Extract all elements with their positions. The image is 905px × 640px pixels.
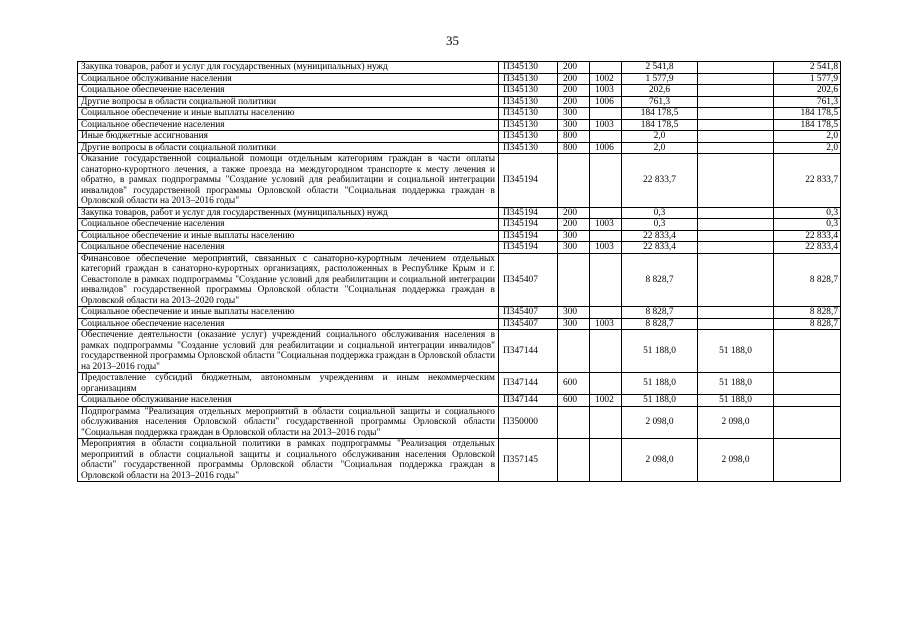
table-body	[78, 62, 841, 482]
expense-type	[558, 439, 590, 482]
target-code: П350000	[499, 406, 558, 439]
expense-type: 300	[558, 230, 590, 242]
table-row	[78, 307, 841, 319]
amount-subvention	[698, 318, 774, 330]
amount-final: 184 178,5	[774, 119, 841, 131]
expense-type: 800	[558, 142, 590, 154]
row-name: Социальное обеспечение и иные выплаты населению	[78, 307, 499, 319]
target-code: П345130	[499, 85, 558, 97]
target-code: П345194	[499, 242, 558, 254]
amount-total: 8 828,7	[622, 307, 698, 319]
row-name: Мероприятия в области социальной политики в рамках подпрограммы "Реализация отдельных мероприятий в области социальной защиты и социального обслуживания населения Орловской области" государственной программы Орловской области "Социальная поддержка граждан в Орловской области на 2013–2016 годы"	[78, 439, 499, 482]
section-code	[590, 253, 622, 307]
target-code: П345194	[499, 219, 558, 231]
row-name: Финансовое обеспечение мероприятий, связанных с санаторно-курортным лечением отдельных категорий граждан в санаторно-курортных организациях, расположенных в Республике Крым и г. Севастополе в рамках подпрограммы "Создание условий для реабилитации и социальной интеграции инвалидов" государственной программы Орловской области "Социальная поддержка граждан в Орловской области на 2013–2020 годы"	[78, 253, 499, 307]
amount-subvention: 51 188,0	[698, 395, 774, 407]
amount-final: 8 828,7	[774, 307, 841, 319]
expense-type: 200	[558, 62, 590, 74]
table-row	[78, 73, 841, 85]
expense-type	[558, 330, 590, 373]
amount-total: 8 828,7	[622, 253, 698, 307]
section-code: 1006	[590, 96, 622, 108]
amount-total: 202,6	[622, 85, 698, 97]
section-code	[590, 154, 622, 208]
page-number: 35	[446, 33, 459, 48]
amount-final: 22 833,4	[774, 230, 841, 242]
amount-subvention: 2 098,0	[698, 439, 774, 482]
row-name: Оказание государственной социальной помощи отдельным категориям граждан в части оплаты санаторно-курортного лечения, а также проезда на междугородном транспорте к месту лечения и обратно, в рамках подпрограммы "Создание условий для реабилитации и социальной интеграции инвалидов" государственной программы Орловской области "Социальная поддержка граждан в Орловской области на 2013–2016 годы"	[78, 154, 499, 208]
row-name: Закупка товаров, работ и услуг для государственных (муниципальных) нужд	[78, 62, 499, 74]
row-name: Социальное обеспечение населения	[78, 219, 499, 231]
amount-subvention	[698, 219, 774, 231]
amount-subvention: 51 188,0	[698, 373, 774, 395]
amount-total: 184 178,5	[622, 119, 698, 131]
table-row	[78, 96, 841, 108]
amount-final: 2,0	[774, 131, 841, 143]
target-code: П345407	[499, 318, 558, 330]
amount-subvention	[698, 242, 774, 254]
target-code: П345407	[499, 253, 558, 307]
section-code: 1006	[590, 142, 622, 154]
table-row	[78, 373, 841, 395]
section-code	[590, 373, 622, 395]
amount-final	[774, 330, 841, 373]
table-row	[78, 154, 841, 208]
section-code	[590, 307, 622, 319]
table-row	[78, 119, 841, 131]
row-name: Социальное обслуживание населения	[78, 73, 499, 85]
section-code	[590, 207, 622, 219]
row-name: Закупка товаров, работ и услуг для государственных (муниципальных) нужд	[78, 207, 499, 219]
amount-final: 22 833,7	[774, 154, 841, 208]
amount-subvention	[698, 253, 774, 307]
amount-final	[774, 373, 841, 395]
target-code: П345130	[499, 62, 558, 74]
amount-final: 761,3	[774, 96, 841, 108]
section-code: 1003	[590, 85, 622, 97]
amount-subvention: 51 188,0	[698, 330, 774, 373]
amount-final: 202,6	[774, 85, 841, 97]
section-code: 1002	[590, 73, 622, 85]
expense-type: 200	[558, 85, 590, 97]
section-code: 1003	[590, 219, 622, 231]
section-code	[590, 330, 622, 373]
table-row	[78, 207, 841, 219]
target-code: П345194	[499, 230, 558, 242]
expense-type: 300	[558, 318, 590, 330]
amount-final: 184 178,5	[774, 108, 841, 120]
amount-total: 2,0	[622, 131, 698, 143]
section-code	[590, 108, 622, 120]
budget-table	[77, 61, 841, 482]
amount-total: 2,0	[622, 142, 698, 154]
table-row	[78, 242, 841, 254]
amount-total: 2 098,0	[622, 406, 698, 439]
table-row	[78, 131, 841, 143]
section-code: 1002	[590, 395, 622, 407]
row-name: Другие вопросы в области социальной политики	[78, 142, 499, 154]
table-row	[78, 330, 841, 373]
expense-type	[558, 253, 590, 307]
target-code: П347144	[499, 395, 558, 407]
expense-type: 200	[558, 219, 590, 231]
amount-subvention	[698, 119, 774, 131]
amount-subvention: 2 098,0	[698, 406, 774, 439]
amount-final: 2,0	[774, 142, 841, 154]
table-row	[78, 108, 841, 120]
amount-subvention	[698, 85, 774, 97]
expense-type: 800	[558, 131, 590, 143]
table-row	[78, 253, 841, 307]
target-code: П345130	[499, 108, 558, 120]
table-row	[78, 439, 841, 482]
row-name: Социальное обеспечение населения	[78, 85, 499, 97]
amount-total: 2 541,8	[622, 62, 698, 74]
amount-total: 51 188,0	[622, 395, 698, 407]
table-row	[78, 62, 841, 74]
amount-total: 8 828,7	[622, 318, 698, 330]
amount-total: 51 188,0	[622, 330, 698, 373]
expense-type: 600	[558, 373, 590, 395]
expense-type: 300	[558, 307, 590, 319]
target-code: П345194	[499, 154, 558, 208]
section-code: 1003	[590, 242, 622, 254]
amount-total: 51 188,0	[622, 373, 698, 395]
expense-type	[558, 154, 590, 208]
table-row	[78, 142, 841, 154]
table-row	[78, 230, 841, 242]
table-row	[78, 219, 841, 231]
amount-final: 8 828,7	[774, 318, 841, 330]
section-code	[590, 439, 622, 482]
target-code: П345130	[499, 119, 558, 131]
amount-subvention	[698, 131, 774, 143]
target-code: П347144	[499, 330, 558, 373]
expense-type: 600	[558, 395, 590, 407]
amount-subvention	[698, 142, 774, 154]
target-code: П357145	[499, 439, 558, 482]
amount-subvention	[698, 96, 774, 108]
amount-final	[774, 395, 841, 407]
row-name: Обеспечение деятельности (оказание услуг) учреждений социального обслуживания населения в рамках подпрограммы "Создание условий для реабилитации и социальной интеграции инвалидов" государственной программы Орловской области "Социальная поддержка граждан в Орловской области на 2013–2016 годы"	[78, 330, 499, 373]
row-name: Предоставление субсидий бюджетным, автономным учреждениям и иным некоммерческим организациям	[78, 373, 499, 395]
row-name: Социальное обеспечение населения	[78, 242, 499, 254]
amount-final	[774, 406, 841, 439]
row-name: Другие вопросы в области социальной политики	[78, 96, 499, 108]
target-code: П347144	[499, 373, 558, 395]
amount-subvention	[698, 307, 774, 319]
amount-total: 1 577,9	[622, 73, 698, 85]
amount-total: 22 833,7	[622, 154, 698, 208]
amount-total: 2 098,0	[622, 439, 698, 482]
amount-total: 0,3	[622, 207, 698, 219]
amount-total: 0,3	[622, 219, 698, 231]
amount-final: 8 828,7	[774, 253, 841, 307]
row-name: Подпрограмма "Реализация отдельных мероприятий в области социальной защиты и социального обслуживания населения Орловской области" государственной программы Орловской области "Социальная поддержка граждан в Орловской области на 2013–2016 годы"	[78, 406, 499, 439]
amount-final: 0,3	[774, 207, 841, 219]
target-code: П345130	[499, 73, 558, 85]
amount-subvention	[698, 108, 774, 120]
amount-subvention	[698, 230, 774, 242]
expense-type: 300	[558, 108, 590, 120]
amount-subvention	[698, 207, 774, 219]
amount-final: 1 577,9	[774, 73, 841, 85]
section-code	[590, 406, 622, 439]
amount-subvention	[698, 154, 774, 208]
target-code: П345407	[499, 307, 558, 319]
amount-final	[774, 439, 841, 482]
expense-type: 300	[558, 119, 590, 131]
row-name: Социальное обслуживание населения	[78, 395, 499, 407]
target-code: П345130	[499, 142, 558, 154]
row-name: Социальное обеспечение и иные выплаты населению	[78, 108, 499, 120]
table-row	[78, 395, 841, 407]
section-code	[590, 230, 622, 242]
row-name: Иные бюджетные ассигнования	[78, 131, 499, 143]
amount-final: 2 541,8	[774, 62, 841, 74]
section-code: 1003	[590, 318, 622, 330]
amount-total: 22 833,4	[622, 230, 698, 242]
amount-subvention	[698, 73, 774, 85]
row-name: Социальное обеспечение и иные выплаты населению	[78, 230, 499, 242]
target-code: П345130	[499, 131, 558, 143]
table-row	[78, 85, 841, 97]
table-row	[78, 406, 841, 439]
row-name: Социальное обеспечение населения	[78, 119, 499, 131]
amount-final: 22 833,4	[774, 242, 841, 254]
section-code: 1003	[590, 119, 622, 131]
target-code: П345130	[499, 96, 558, 108]
amount-total: 22 833,4	[622, 242, 698, 254]
target-code: П345194	[499, 207, 558, 219]
table-row	[78, 318, 841, 330]
section-code	[590, 62, 622, 74]
amount-total: 761,3	[622, 96, 698, 108]
amount-final: 0,3	[774, 219, 841, 231]
amount-total: 184 178,5	[622, 108, 698, 120]
expense-type: 200	[558, 96, 590, 108]
expense-type: 300	[558, 242, 590, 254]
expense-type: 200	[558, 73, 590, 85]
expense-type	[558, 406, 590, 439]
amount-subvention	[698, 62, 774, 74]
expense-type: 200	[558, 207, 590, 219]
row-name: Социальное обеспечение населения	[78, 318, 499, 330]
section-code	[590, 131, 622, 143]
